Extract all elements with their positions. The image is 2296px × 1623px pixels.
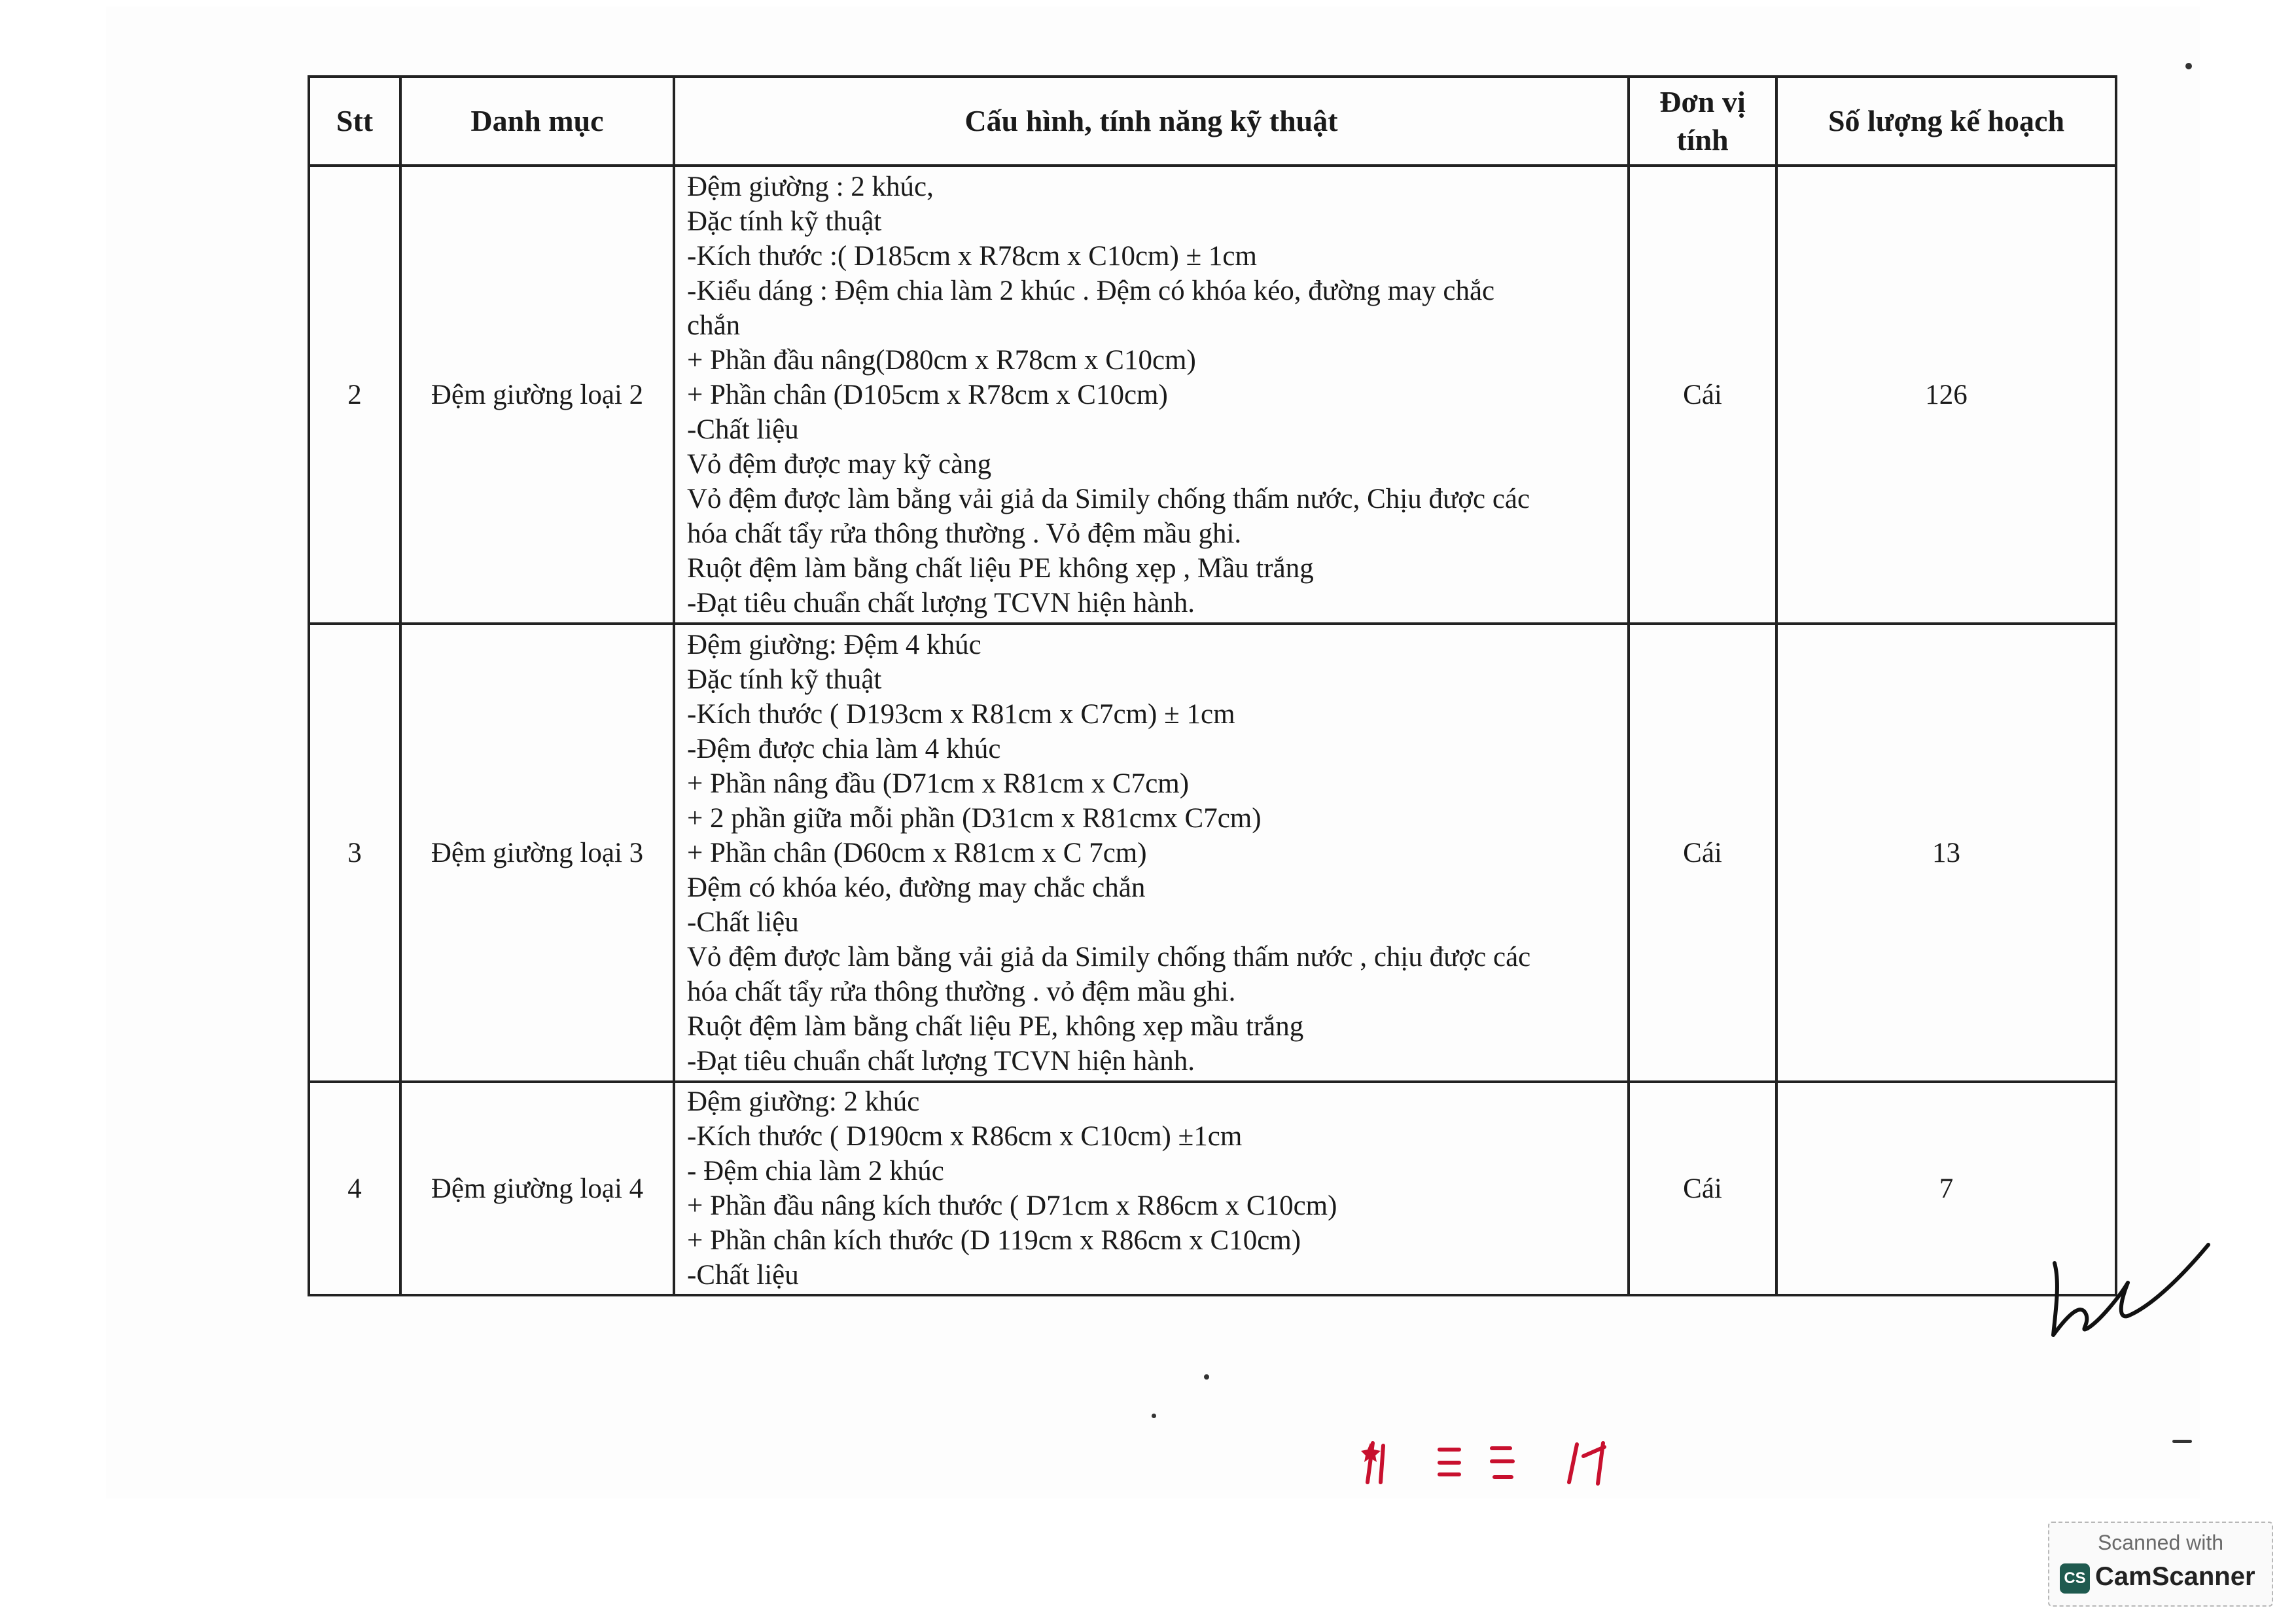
row-quantity: 7 (1776, 1082, 2116, 1295)
handwritten-signature (2041, 1237, 2212, 1348)
spec-line: + 2 phần giữa mỗi phần (D31cm x R81cmx C7cm) (687, 802, 1262, 834)
scan-speck (2172, 1440, 2192, 1443)
spec-line: Ruột đệm làm bằng chất liệu PE không xẹp , Mầu trắng (687, 552, 1314, 584)
spec-line: - Đệm chia làm 2 khúc (687, 1156, 944, 1186)
spec-line: + Phần đầu nâng(D80cm x R78cm x C10cm) (687, 344, 1196, 376)
spec-line: -Đệm được chia làm 4 khúc (687, 733, 1001, 764)
header-stt: Stt (309, 77, 400, 166)
spec-line: Đặc tính kỹ thuật (687, 205, 882, 237)
spec-line: -Đạt tiêu chuẩn chất lượng TCVN hiện hành. (687, 1045, 1195, 1077)
camscanner-watermark (2048, 1522, 2273, 1607)
row-unit: Cái (1629, 1082, 1776, 1295)
spec-line: Đệm giường : 2 khúc, (687, 171, 934, 202)
spec-line: Đặc tính kỹ thuật (687, 664, 882, 695)
spec-line: -Chất liệu (687, 414, 799, 445)
spec-line: + Phần chân (D60cm x R81cm x C 7cm) (687, 837, 1147, 868)
table-row (309, 1082, 2116, 1295)
row-specs (674, 166, 1629, 624)
spec-line: + Phần nâng đầu (D71cm x R81cm x C7cm) (687, 768, 1190, 799)
table-row (309, 624, 2116, 1082)
header-quantity: Số lượng kế hoạch (1776, 77, 2116, 166)
spec-line: + Phần chân kích thước (D 119cm x R86cm x C10cm) (687, 1225, 1301, 1256)
camscanner-name: CamScanner (2095, 1562, 2255, 1591)
header-unit (1629, 77, 1776, 166)
red-stamp-fragment (1361, 1436, 1636, 1489)
table-header-row (309, 77, 2116, 166)
table-row (309, 166, 2116, 624)
row-category: Đệm giường loại 4 (400, 1082, 674, 1295)
scan-speck (1204, 1374, 1209, 1380)
spec-line: -Chất liệu (687, 1260, 799, 1291)
spec-line: Vỏ đệm được làm bằng vải giả da Simily chống thấm nước , chịu được các (687, 941, 1531, 972)
row-quantity: 13 (1776, 624, 2116, 1082)
row-unit: Cái (1629, 624, 1776, 1082)
row-specs (674, 1082, 1629, 1295)
spec-line: -Kích thước ( D193cm x R81cm x C7cm) ± 1cm (687, 698, 1235, 730)
spec-line: -Kích thước :( D185cm x R78cm x C10cm) ± 1cm (687, 240, 1257, 272)
spec-line: Vỏ đệm được làm bằng vải giả da Simily chống thấm nước, Chịu được các (687, 483, 1530, 514)
row-category: Đệm giường loại 3 (400, 624, 674, 1082)
spec-line: Đệm giường: 2 khúc (687, 1086, 920, 1117)
spec-line: Đệm giường: Đệm 4 khúc (687, 629, 981, 660)
scanned-with-label: Scanned with (2097, 1531, 2224, 1554)
row-quantity: 126 (1776, 166, 2116, 624)
scan-speck (2185, 63, 2192, 69)
spec-line: -Chất liệu (687, 906, 799, 938)
spec-line: Đệm có khóa kéo, đường may chắc chắn (687, 872, 1146, 903)
row-stt: 2 (309, 166, 400, 624)
spec-line: -Kiểu dáng : Đệm chia làm 2 khúc . Đệm có khóa kéo, đường may chắc (687, 275, 1495, 306)
spec-line: Ruột đệm làm bằng chất liệu PE, không xẹp mầu trắng (687, 1010, 1304, 1042)
spec-line: Vỏ đệm được may kỹ càng (687, 448, 992, 480)
header-category: Danh mục (400, 77, 674, 166)
row-unit: Cái (1629, 166, 1776, 624)
row-specs (674, 624, 1629, 1082)
row-stt: 4 (309, 1082, 400, 1295)
spec-line: hóa chất tẩy rửa thông thường . Vỏ đệm mầu ghi. (687, 518, 1242, 549)
row-category: Đệm giường loại 2 (400, 166, 674, 624)
row-stt: 3 (309, 624, 400, 1082)
header-unit-line1: Đơn vị (1659, 85, 1746, 118)
header-unit-line2: tính (1676, 123, 1729, 156)
spec-line: -Đạt tiêu chuẩn chất lượng TCVN hiện hành. (687, 587, 1195, 618)
specification-table (308, 75, 2117, 1296)
scan-speck (1152, 1414, 1156, 1418)
spec-line: -Kích thước ( D190cm x R86cm x C10cm) ±1cm (687, 1121, 1243, 1152)
spec-line: hóa chất tẩy rửa thông thường . vỏ đệm mầu ghi. (687, 976, 1236, 1007)
spec-line: + Phần đầu nâng kích thước ( D71cm x R86cm x C10cm) (687, 1190, 1337, 1221)
spec-line: + Phần chân (D105cm x R78cm x C10cm) (687, 379, 1168, 410)
header-specs: Cấu hình, tính năng kỹ thuật (674, 77, 1629, 166)
camscanner-logo-icon: CS (2060, 1563, 2090, 1594)
spec-line: chắn (687, 310, 741, 341)
